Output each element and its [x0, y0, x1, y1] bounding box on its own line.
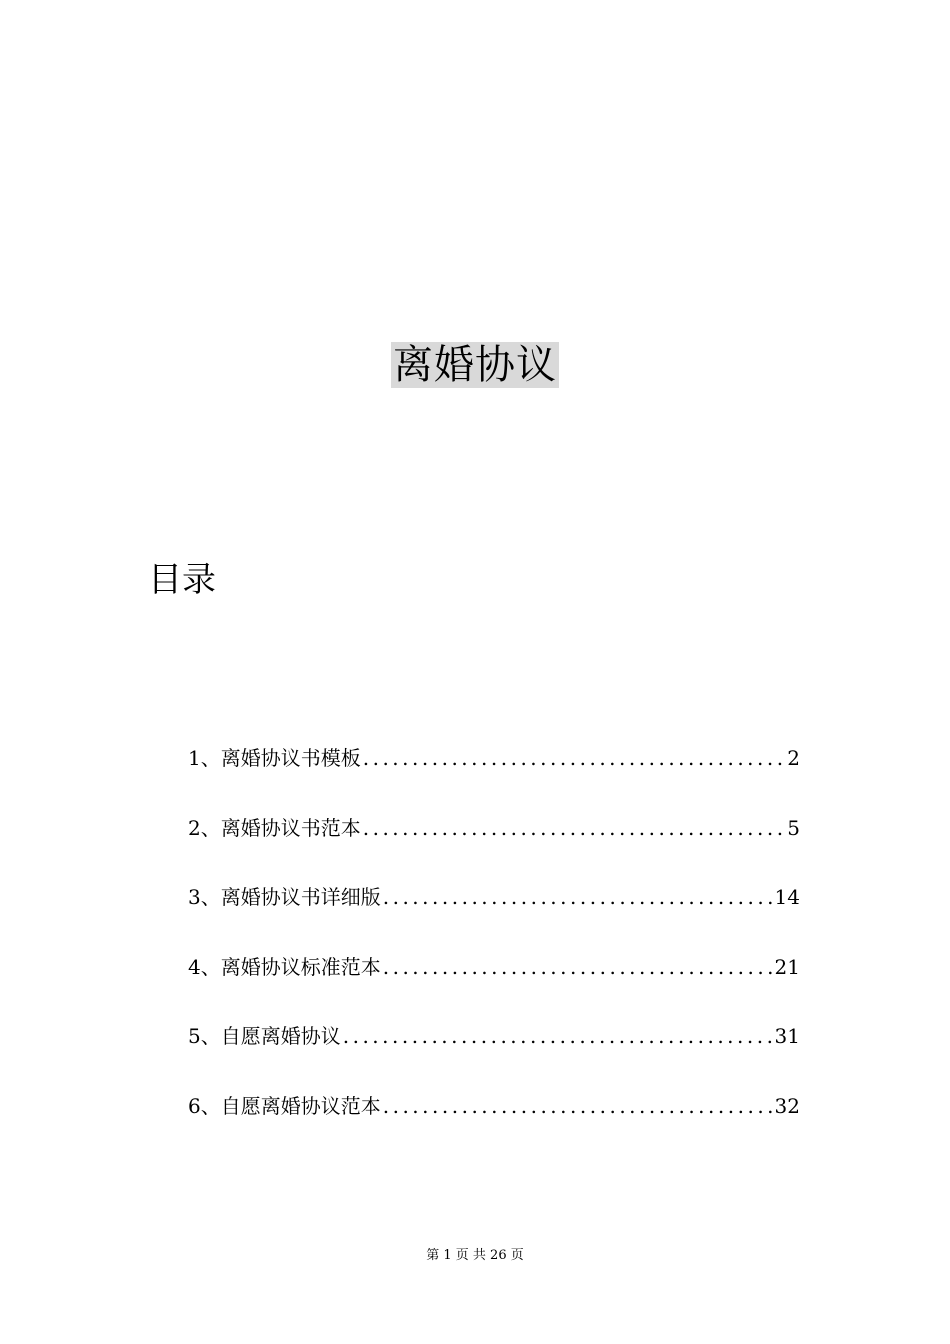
title-container — [0, 342, 950, 388]
toc-item-label[interactable]: 离婚协议标准范本 — [220, 954, 381, 979]
toc-item-page: 2 — [787, 746, 800, 770]
toc-item-page: 32 — [774, 1093, 800, 1118]
toc-item-label[interactable]: 自愿离婚协议范本 — [220, 1093, 381, 1118]
toc-heading: 目录 — [148, 560, 216, 600]
toc-item-page: 21 — [774, 954, 800, 979]
table-of-contents — [188, 740, 800, 1158]
toc-item-page: 5 — [787, 815, 800, 840]
toc-item-number: 3、 — [188, 885, 221, 910]
toc-item-number: 2、 — [188, 815, 221, 840]
toc-item-number: 6、 — [188, 1093, 221, 1118]
toc-item-2[interactable] — [188, 810, 800, 880]
toc-item-number: 5、 — [188, 1024, 221, 1049]
toc-item-label[interactable]: 离婚协议书详细版 — [220, 885, 381, 910]
toc-leader-dots — [383, 1088, 773, 1124]
toc-item-5[interactable] — [188, 1018, 800, 1088]
toc-item-label[interactable]: 离婚协议书范本 — [220, 815, 361, 840]
toc-leader-dots — [383, 949, 773, 985]
toc-item-6[interactable] — [188, 1088, 800, 1158]
toc-item-number: 1、 — [188, 746, 221, 770]
toc-item-4[interactable] — [188, 949, 800, 1019]
toc-item-1[interactable] — [188, 740, 800, 810]
toc-leader-dots — [363, 810, 786, 846]
toc-item-label[interactable]: 离婚协议书模板 — [220, 746, 361, 770]
toc-item-number: 4、 — [188, 954, 221, 979]
toc-leader-dots — [343, 1018, 773, 1054]
toc-item-page: 14 — [774, 885, 800, 910]
toc-leader-dots — [363, 740, 786, 776]
toc-item-3[interactable] — [188, 879, 800, 949]
document-title: 离婚协议 — [393, 342, 557, 388]
toc-item-label[interactable]: 自愿离婚协议 — [220, 1024, 341, 1049]
page-footer: 第 1 页 共 26 页 — [426, 1248, 524, 1263]
toc-leader-dots — [383, 879, 773, 915]
toc-item-page: 31 — [774, 1024, 800, 1049]
